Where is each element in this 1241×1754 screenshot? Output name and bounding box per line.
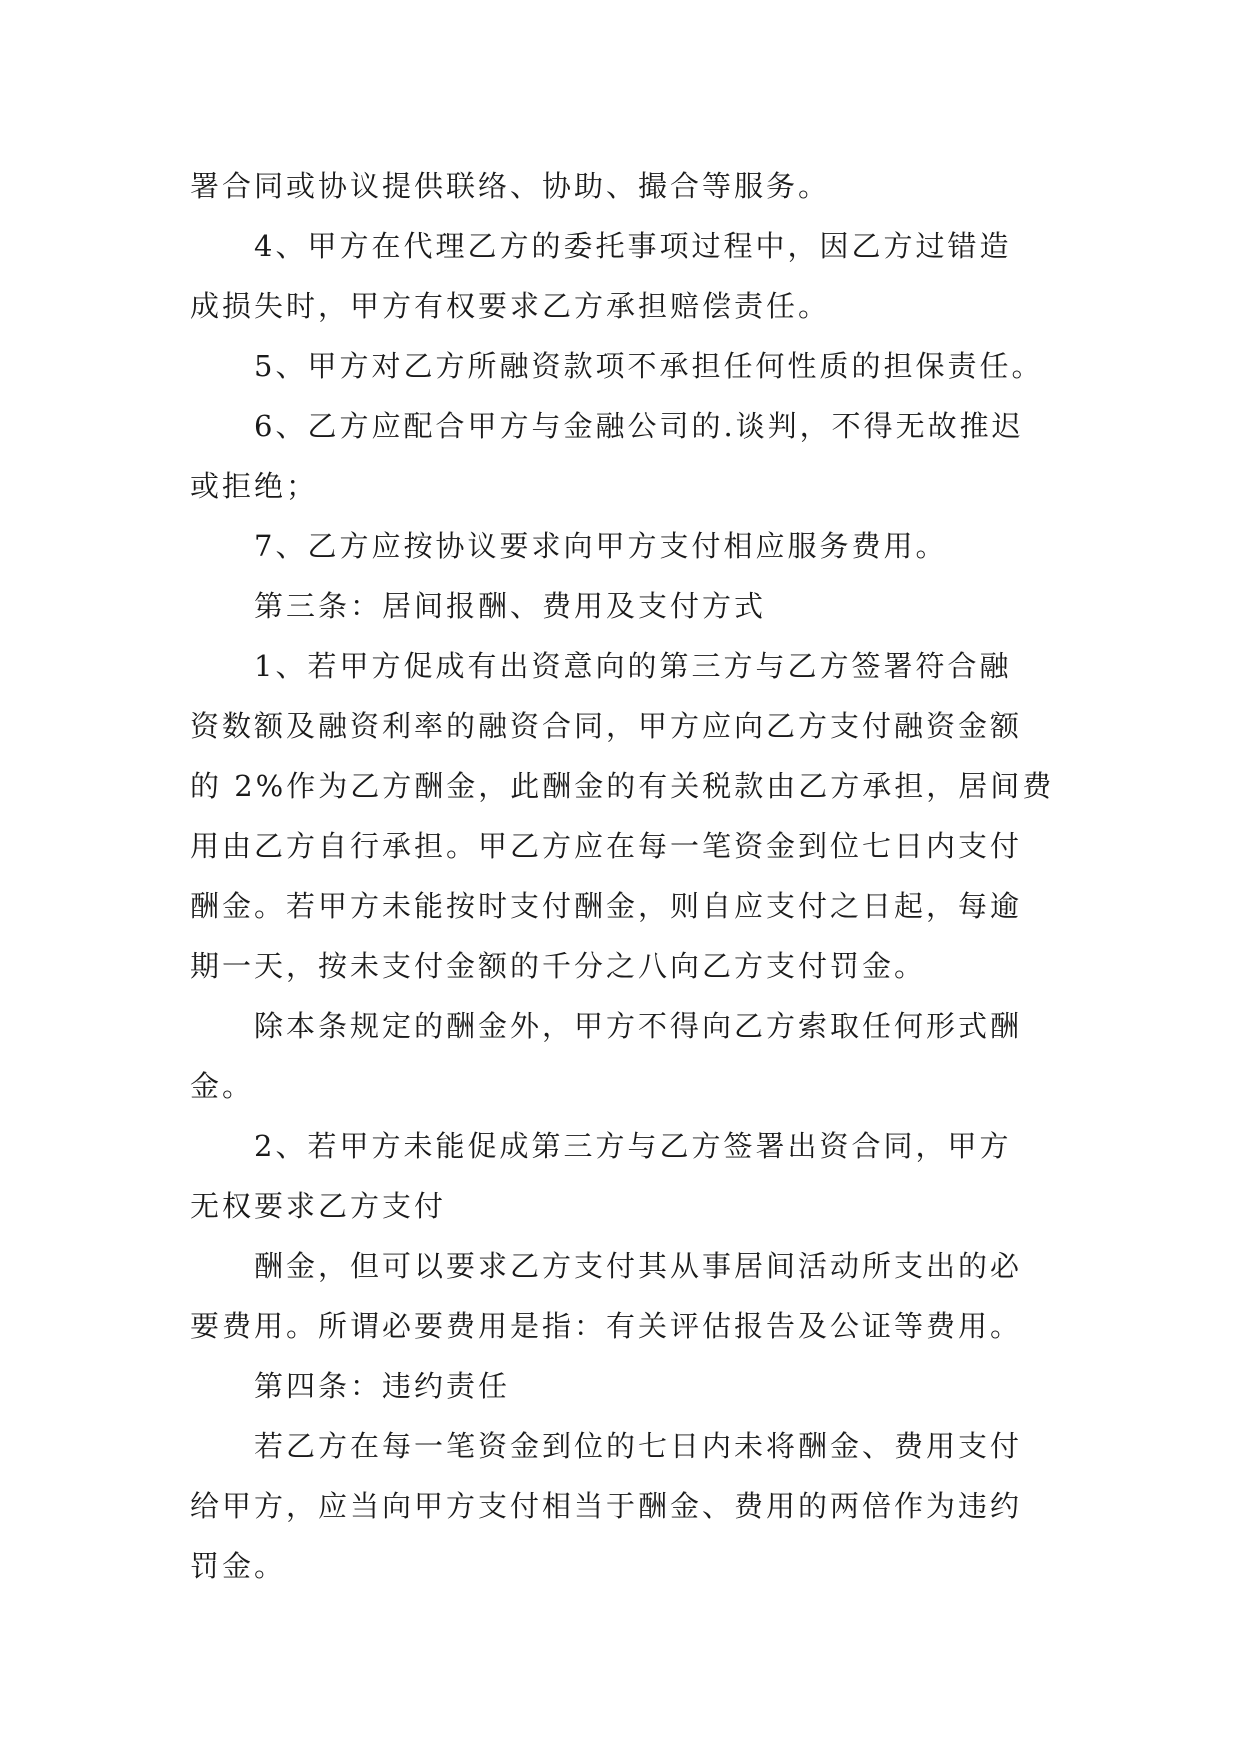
contract-text-body [190,156,1060,1596]
text-line: 用由乙方自行承担。甲乙方应在每一笔资金到位七日内支付 [190,829,1023,863]
text-line: 的 2%作为乙方酬金，此酬金的有关税款由乙方承担，居间费 [190,769,1055,803]
text-line: 4、甲方在代理乙方的委托事项过程中，因乙方过错造 [254,229,1012,263]
text-line: 期一天，按未支付金额的千分之八向乙方支付罚金。 [190,949,927,983]
text-line: 1、若甲方促成有出资意向的第三方与乙方签署符合融 [254,649,1012,683]
text-line: 酬金。若甲方未能按时支付酬金，则自应支付之日起，每逾 [190,889,1023,923]
text-line: 酬金，但可以要求乙方支付其从事居间活动所支出的必 [254,1249,1023,1283]
text-line: 7、乙方应按协议要求向甲方支付相应服务费用。 [254,529,948,563]
text-line: 署合同或协议提供联络、协助、撮合等服务。 [190,169,831,203]
text-line: 金。 [190,1069,255,1103]
text-line: 除本条规定的酬金外，甲方不得向乙方索取任何形式酬 [254,1009,1023,1043]
text-line: 5、甲方对乙方所融资款项不承担任何性质的担保责任。 [254,349,1044,383]
text-line: 要费用。所谓必要费用是指：有关评估报告及公证等费用。 [190,1309,1023,1343]
text-line: 给甲方，应当向甲方支付相当于酬金、费用的两倍作为违约 [190,1489,1023,1523]
section-heading: 第三条：居间报酬、费用及支付方式 [254,589,767,623]
text-line: 无权要求乙方支付 [190,1189,447,1223]
text-line: 若乙方在每一笔资金到位的七日内未将酬金、费用支付 [254,1429,1023,1463]
text-line: 6、乙方应配合甲方与金融公司的.谈判，不得无故推迟 [254,409,1024,443]
text-line: 2、若甲方未能促成第三方与乙方签署出资合同，甲方 [254,1129,1012,1163]
text-line: 资数额及融资利率的融资合同，甲方应向乙方支付融资金额 [190,709,1023,743]
section-heading: 第四条：违约责任 [254,1369,511,1403]
text-line: 成损失时，甲方有权要求乙方承担赔偿责任。 [190,289,831,323]
text-line: 或拒绝； [190,469,319,503]
text-line: 罚金。 [190,1549,287,1583]
